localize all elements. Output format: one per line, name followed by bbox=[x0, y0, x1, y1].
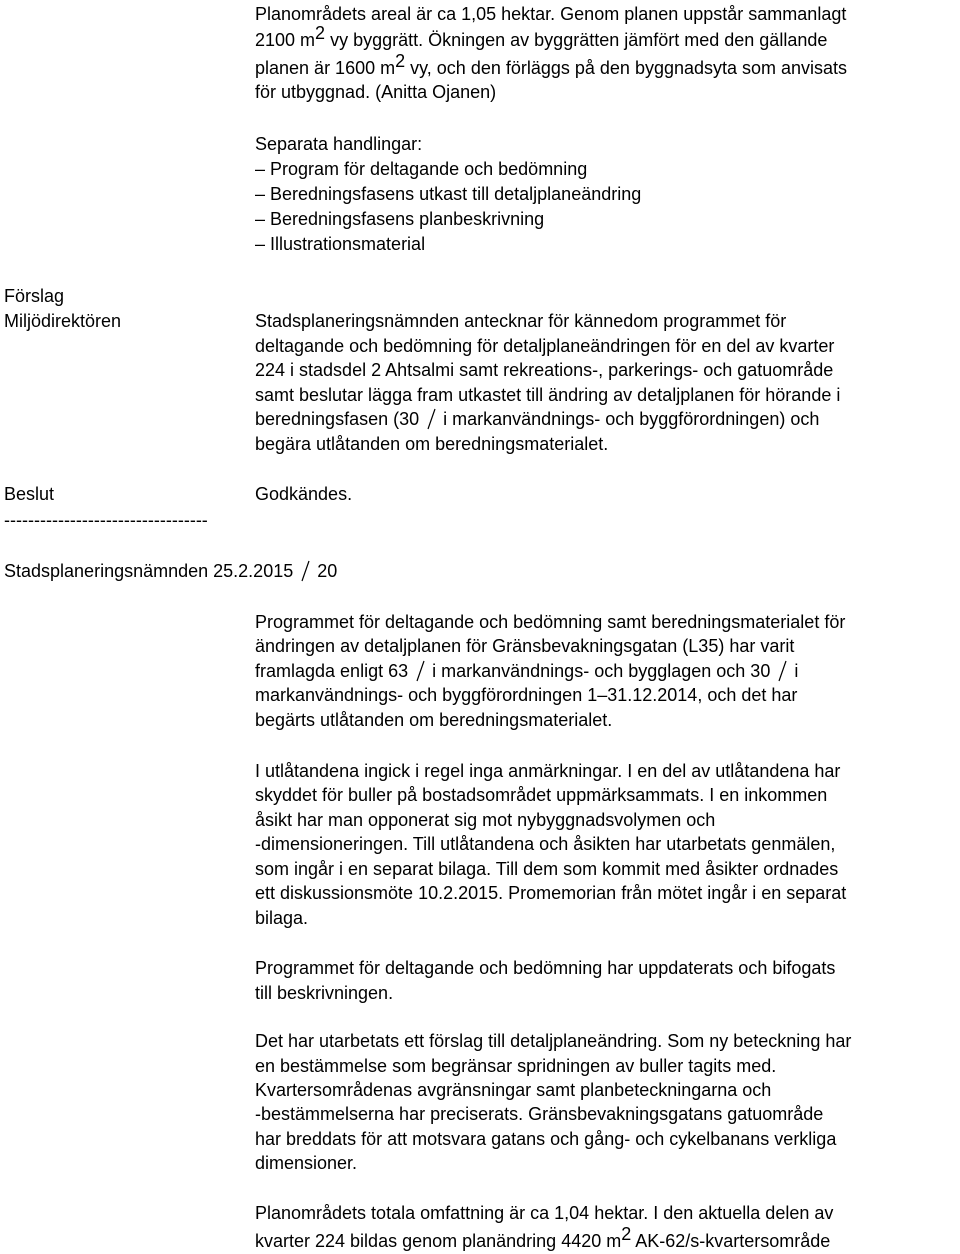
section-sign-icon bbox=[424, 408, 438, 430]
p2-line: -dimensioneringen. Till utlåtandena och åsikten har utarbetats genmälen, bbox=[255, 834, 836, 854]
separata-heading: Separata handlingar: bbox=[255, 134, 423, 154]
superscript-2: 2 bbox=[395, 51, 406, 71]
section-sign-icon bbox=[413, 660, 427, 682]
p2-line: åsikt har man opponerat sig mot nybyggnadsvolymen och bbox=[255, 810, 716, 830]
p4-line: -bestämmelserna har preciserats. Gränsbevakningsgatans gatuområde bbox=[255, 1104, 824, 1124]
forslag-label: Förslag bbox=[4, 286, 65, 306]
intro-line-2: 2100 $m^2$ vy byggrätt. Ökningen av byggrätten jämfört med den gällande bbox=[255, 23, 828, 50]
forslag-line-6: begära utlåtanden om beredningsmaterialet. bbox=[255, 434, 609, 454]
forslag-by-label: Miljödirektören bbox=[4, 311, 122, 331]
separata-item: – Beredningsfasens utkast till detaljplaneändring bbox=[255, 184, 642, 204]
p1-line-5: begärts utlåtanden om beredningsmaterialet. bbox=[255, 710, 613, 730]
p1-line-2: ändringen av detaljplanen för Gränsbevakningsgatan (L35) har varit bbox=[255, 636, 795, 656]
superscript-2: 2 bbox=[315, 23, 326, 43]
p4-line: dimensioner. bbox=[255, 1153, 358, 1173]
separata-item: – Illustrationsmaterial bbox=[255, 234, 426, 254]
beslut-label: Beslut bbox=[4, 484, 55, 504]
section-sign-icon bbox=[775, 660, 789, 682]
beslut-value: Godkändes. bbox=[255, 484, 353, 504]
p2-line: I utlåtandena ingick i regel inga anmärkningar. I en del av utlåtandena har bbox=[255, 761, 841, 781]
p1-line-4: markanvändnings- och byggförordningen 1–31.12.2014, och det har bbox=[255, 685, 798, 705]
p2-line: bilaga. bbox=[255, 908, 309, 928]
forslag-line-5: beredningsfasen (30 i markanvändnings- och byggförordningen) och bbox=[255, 409, 820, 429]
p3-line: till beskrivningen. bbox=[255, 983, 394, 1003]
forslag-line-3: 224 i stadsdel 2 Ahtsalmi samt rekreations-, parkerings- och gatuområde bbox=[255, 360, 834, 380]
p2-line: ett diskussionsmöte 10.2.2015. Promemorian från mötet ingår i en separat bbox=[255, 883, 847, 903]
separata-item: – Program för deltagande och bedömning bbox=[255, 159, 588, 179]
p1-line-3: framlagda enligt 63 i markanvändnings- och bygglagen och 30 i bbox=[255, 661, 799, 681]
p5-line-1: Planområdets totala omfattning är ca 1,04 hektar. I den aktuella delen av bbox=[255, 1203, 834, 1223]
forslag-line-1: Stadsplaneringsnämnden antecknar för kännedom programmet för bbox=[255, 311, 787, 331]
p2-line: skyddet för buller på bostadsområdet uppmärksammats. I en inkommen bbox=[255, 785, 828, 805]
p4-line: har breddats för att motsvara gatans och gång- och cykelbanans verkliga bbox=[255, 1129, 837, 1149]
p1-line-1: Programmet för deltagande och bedömning samt beredningsmaterialet för bbox=[255, 612, 846, 632]
superscript-2: 2 bbox=[621, 1224, 632, 1244]
beslut-divider: ---------------------------------- bbox=[4, 510, 208, 530]
intro-line-1: Planområdets areal är ca 1,05 hektar. Genom planen uppstår sammanlagt bbox=[255, 4, 847, 24]
separata-item: – Beredningsfasens planbeskrivning bbox=[255, 209, 545, 229]
intro-line-3: planen är 1600 $m^2$ vy, och den förläggs på den byggnadsyta som anvisats bbox=[255, 51, 848, 78]
p5-line-2: kvarter 224 bildas genom planändring 4420 $m^2$ AK-62/s-kvartersområde bbox=[255, 1224, 831, 1251]
forslag-line-2: deltagande och bedömning för detaljplaneändringen för en del av kvarter bbox=[255, 336, 835, 356]
forslag-line-4: samt beslutar lägga fram utkastet till ändring av detaljplanen för hörande i bbox=[255, 385, 841, 405]
p2-line: som ingår i en separat bilaga. Till dem som kommit med åsikter ordnades bbox=[255, 859, 839, 879]
p4-line: en bestämmelse som begränsar spridningen av buller tagits med. bbox=[255, 1056, 777, 1076]
p4-line: Kvartersområdenas avgränsningar samt planbeteckningarna och bbox=[255, 1080, 772, 1100]
p3-line: Programmet för deltagande och bedömning har uppdaterats och bifogats bbox=[255, 958, 836, 978]
section-sign-icon bbox=[298, 560, 312, 582]
p4-line: Det har utarbetats ett förslag till detaljplaneändring. Som ny beteckning har bbox=[255, 1031, 852, 1051]
meeting-heading: Stadsplaneringsnämnden 25.2.2015 20 bbox=[4, 561, 338, 581]
intro-line-4: för utbyggnad. (Anitta Ojanen) bbox=[255, 82, 497, 102]
